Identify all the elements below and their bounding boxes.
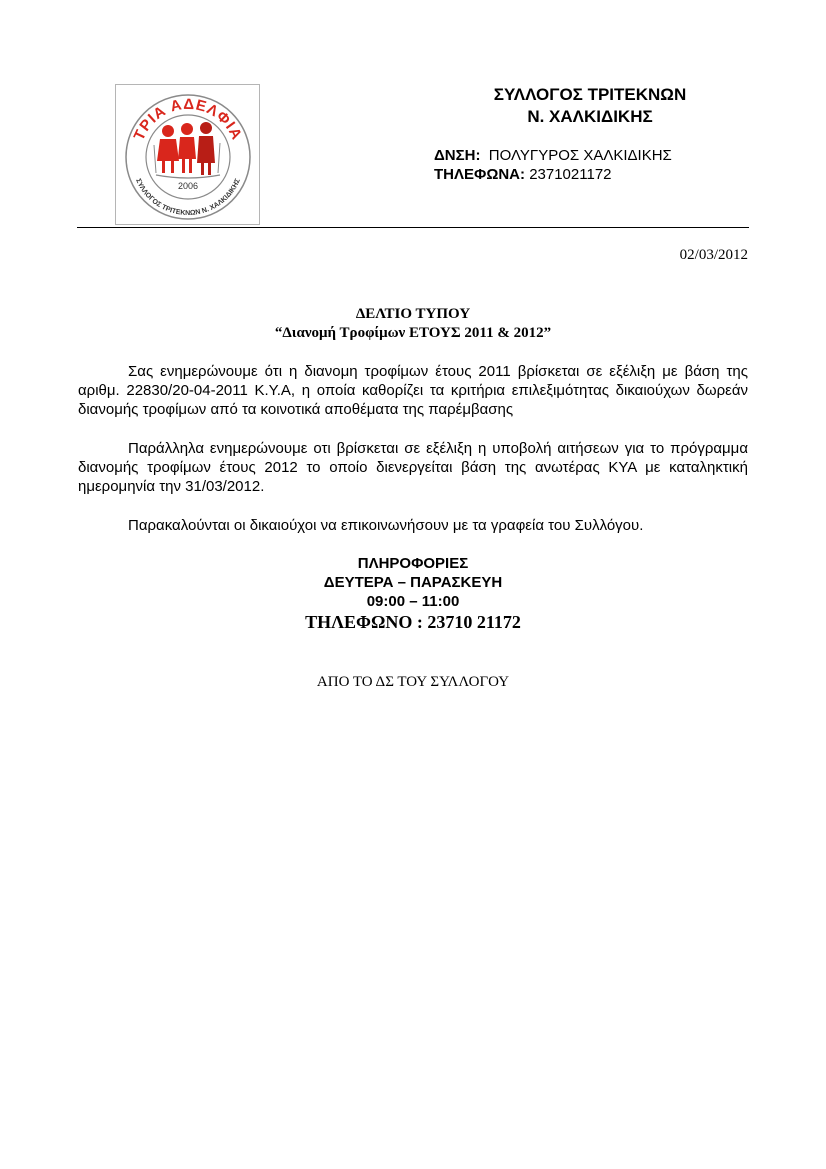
info-phone: ΤΗΛΕΦΩΝΟ : 23710 21172 bbox=[305, 612, 521, 632]
org-name-line2: Ν. ΧΑΛΚΙΔΙΚΗΣ bbox=[527, 107, 653, 126]
phone-label: ΤΗΛΕΦΩΝΑ: bbox=[434, 166, 526, 183]
press-release-heading bbox=[77, 305, 749, 343]
address-line bbox=[434, 146, 672, 165]
header-divider bbox=[77, 227, 749, 228]
phone-value: 2371021172 bbox=[529, 166, 612, 183]
children-icon bbox=[154, 122, 220, 178]
logo-bottom-text: ΣΥΛΛΟΓΟΣ ΤΡΙΤΕΚΝΩΝ Ν. ΧΑΛΚΙΔΙΚΗΣ bbox=[134, 177, 242, 218]
phone-line bbox=[434, 165, 672, 184]
paragraph-contact-request: Παρακαλούνται οι δικαιούχοι να επικοινωνήσουν με τα γραφεία του Συλλόγου. bbox=[128, 517, 644, 534]
press-release-subtitle: “Διανομή Τροφίμων ΕΤΟΥΣ 2011 & 2012” bbox=[274, 325, 552, 341]
signature: ΑΠΟ ΤΟ ΔΣ ΤΟΥ ΣΥΛΛΟΓΟΥ bbox=[316, 674, 510, 690]
paragraph-food-distribution-2011: Σας ενημερώνουμε ότι η διανομη τροφίμων έτους 2011 βρίσκεται σε εξέλιξη με βάση της αριθμ. 22830/20-04-2011 Κ.Υ.Α, η οποία καθορίζει τα κριτήρια επιλεξιμότητας δικαιούχων δωρεάν διανομής τροφίμων από τα κοινοτικά αποθέματα της παρέμβασης bbox=[78, 363, 748, 418]
info-days: ΔΕΥΤΕΡΑ – ΠΑΡΑΣΚΕΥΗ bbox=[323, 574, 503, 591]
logo-emblem bbox=[116, 85, 259, 224]
press-release-title: ΔΕΛΤΙΟ ΤΥΠΟΥ bbox=[355, 306, 471, 322]
association-logo bbox=[115, 84, 260, 225]
contact-info bbox=[434, 146, 672, 184]
info-block bbox=[77, 554, 749, 611]
document-date: 02/03/2012 bbox=[679, 247, 748, 263]
info-hours: 09:00 – 11:00 bbox=[366, 593, 460, 610]
logo-year: 2006 bbox=[177, 181, 199, 191]
info-heading: ΠΛΗΡΟΦΟΡΙΕΣ bbox=[357, 555, 469, 572]
address-value: ΠΟΛΥΓΥΡΟΣ ΧΑΛΚΙΔΙΚΗΣ bbox=[488, 147, 672, 164]
address-label: ΔΝΣΗ: bbox=[434, 147, 481, 164]
logo-top-text: ΤΡΙΑ ΑΔΕΛΦΙΑ bbox=[130, 95, 246, 144]
paragraph-applications-2012: Παράλληλα ενημερώνουμε οτι βρίσκεται σε εξέλιξη η υποβολή αιτήσεων για το πρόγραμμα διανομής τροφίμων έτους 2012 το οποίο διενεργείται βάση της ανωτέρας ΚΥΑ με καταληκτική ημερομηνία την 31/03/2012. bbox=[78, 440, 748, 495]
org-name-line1: ΣΥΛΛΟΓΟΣ ΤΡΙΤΕΚΝΩΝ bbox=[493, 85, 687, 104]
organization-name bbox=[440, 84, 740, 128]
